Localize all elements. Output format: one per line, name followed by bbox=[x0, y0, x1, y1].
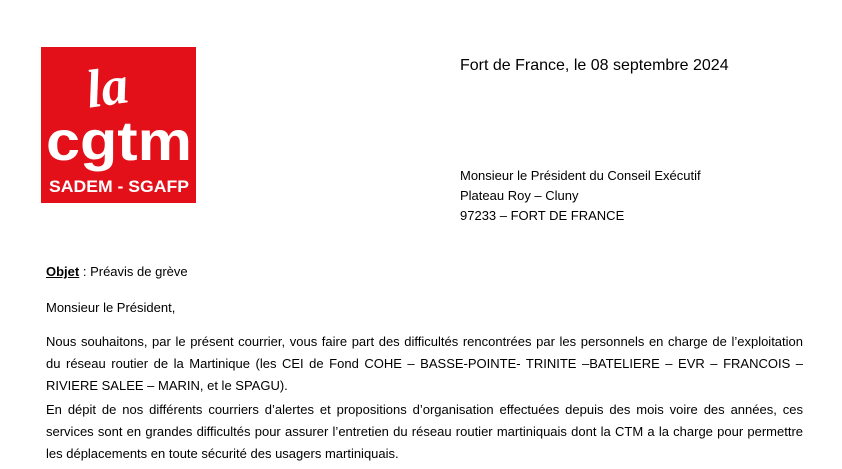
letter-object bbox=[46, 264, 188, 279]
letter-date: Fort de France, le 08 septembre 2024 bbox=[460, 57, 729, 74]
addressee-city: 97233 – FORT DE FRANCE bbox=[460, 208, 625, 223]
cgtm-logo-graphic bbox=[41, 47, 196, 203]
object-separator: : bbox=[79, 264, 91, 279]
logo-union-text: SADEM - SGAFP bbox=[49, 177, 189, 196]
logo-script-text: la bbox=[82, 54, 132, 120]
body-paragraph-2: En dépit de nos différents courriers d’alertes et propositions d’organisation effectuées depuis des mois voire des années, ces services sont en grandes difficultés pour assurer l’entretien du réseau routier martiniquais dont la CTM a la charge pour permettre les déplacements en toute sécurité des usagers martiniquais. bbox=[46, 402, 803, 461]
addressee-street: Plateau Roy – Cluny bbox=[460, 188, 579, 203]
cgtm-logo bbox=[41, 47, 196, 203]
object-text: Préavis de grève bbox=[90, 264, 188, 279]
logo-brand-text: cgtm bbox=[46, 109, 192, 172]
object-label: Objet bbox=[46, 264, 80, 279]
addressee-name: Monsieur le Président du Conseil Exécutif bbox=[460, 168, 701, 183]
addressee-block bbox=[460, 166, 701, 226]
body-paragraph-1: Nous souhaitons, par le présent courrier, vous faire part des difficultés rencontrées par les personnels en charge de l’exploitation du réseau routier de la Martinique (les CEI de Fond COHE – BASSE-POINTE- TRINITE –BATELIERE – EVR – FRANCOIS – RIVIERE SALEE – MARIN, et le SPAGU). bbox=[46, 334, 803, 393]
salutation: Monsieur le Président, bbox=[46, 300, 176, 315]
